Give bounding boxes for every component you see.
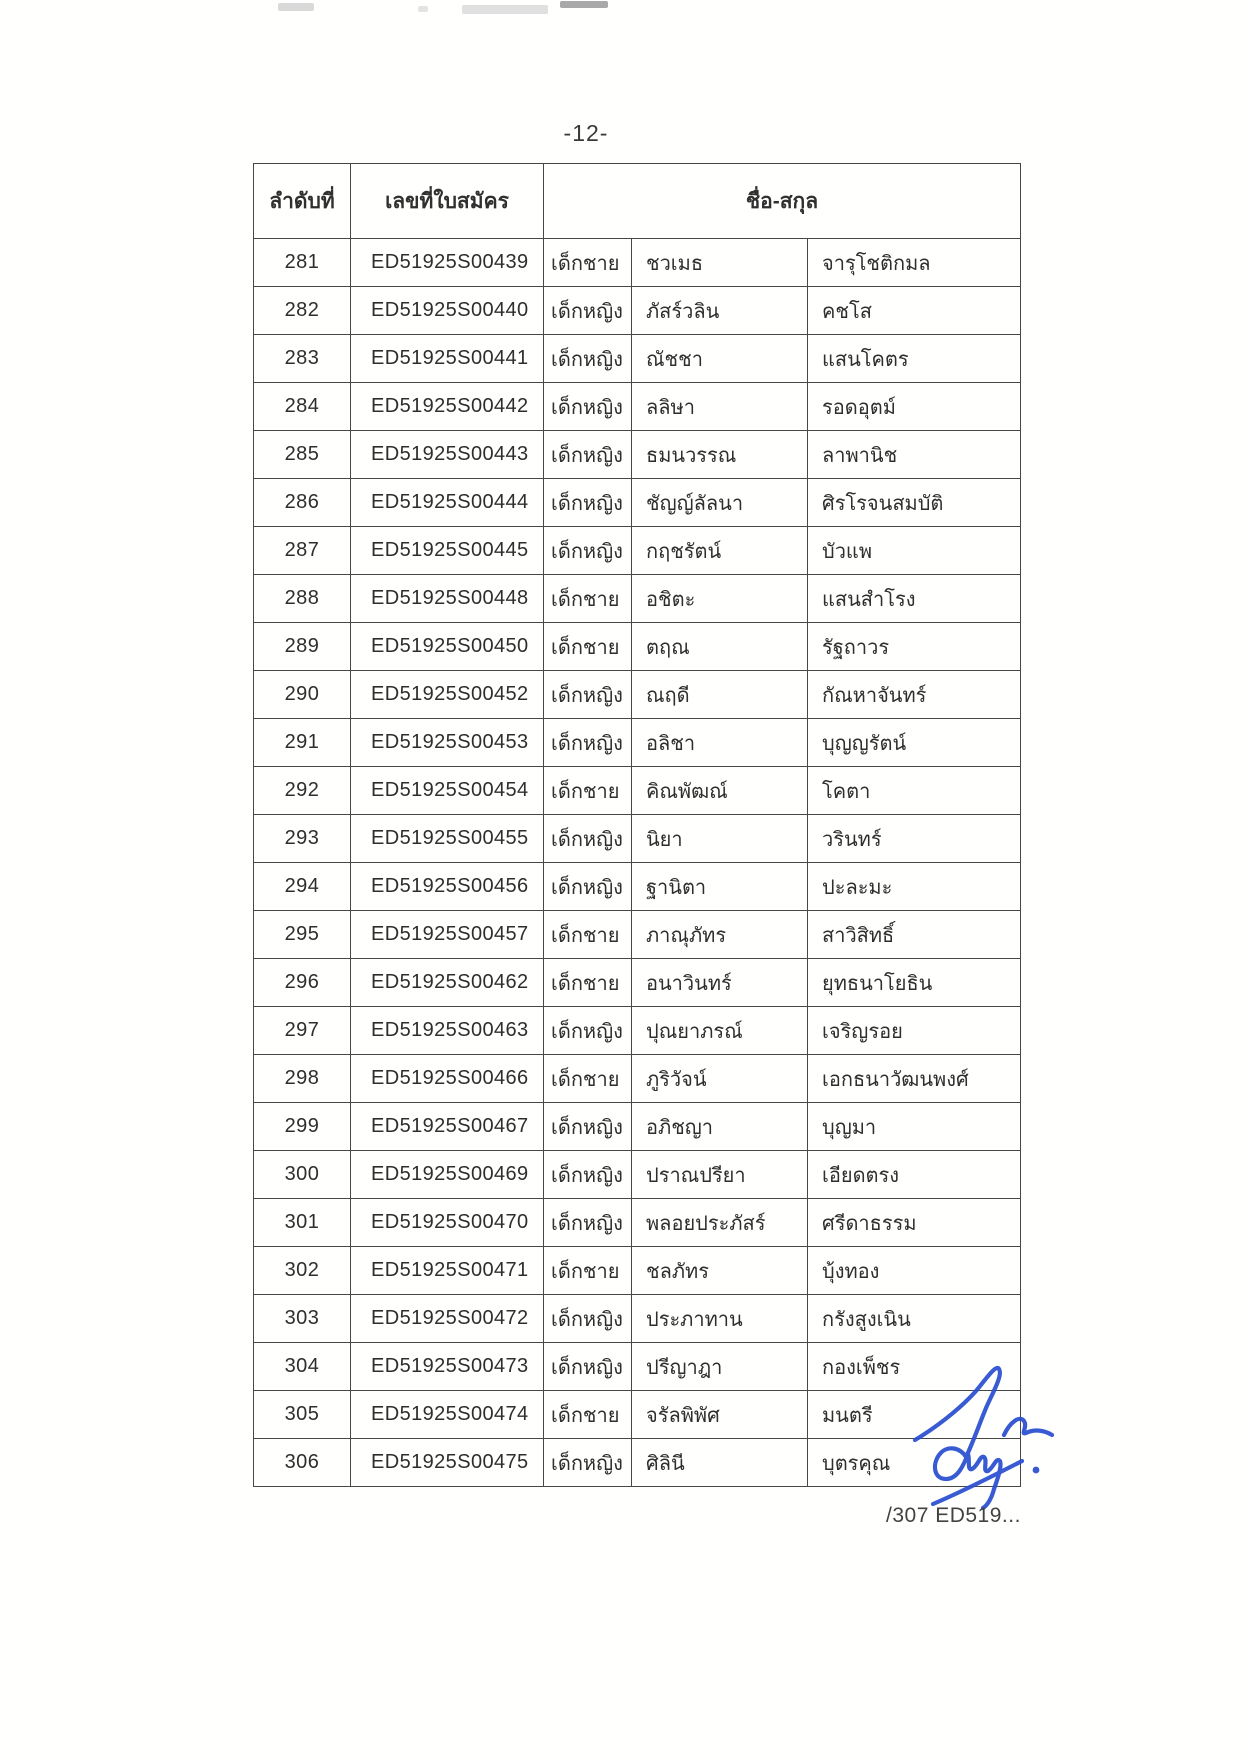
table-row <box>254 1103 1021 1151</box>
order-cell: 285 <box>254 431 351 479</box>
title-cell: เด็กหญิง <box>544 719 632 767</box>
application-number-cell: ED51925S00455 <box>351 815 544 863</box>
first-name-cell: ชลภัทร <box>632 1247 808 1295</box>
title-cell: เด็กหญิง <box>544 671 632 719</box>
header-name-surname: ชื่อ-สกุล <box>544 164 1021 239</box>
application-number-cell: ED51925S00466 <box>351 1055 544 1103</box>
first-name-cell: ภาณุภัทร <box>632 911 808 959</box>
order-cell: 301 <box>254 1199 351 1247</box>
title-cell: เด็กหญิง <box>544 479 632 527</box>
table-row <box>254 335 1021 383</box>
signature-flourish <box>1004 1419 1052 1435</box>
order-cell: 300 <box>254 1151 351 1199</box>
first-name-cell: อชิตะ <box>632 575 808 623</box>
last-name-cell: ลาพานิช <box>808 431 1021 479</box>
order-cell: 306 <box>254 1439 351 1487</box>
title-cell: เด็กชาย <box>544 767 632 815</box>
application-number-cell: ED51925S00442 <box>351 383 544 431</box>
last-name-cell: แสนสำโรง <box>808 575 1021 623</box>
application-number-cell: ED51925S00439 <box>351 239 544 287</box>
last-name-cell: ศิรโรจนสมบัติ <box>808 479 1021 527</box>
application-number-cell: ED51925S00470 <box>351 1199 544 1247</box>
order-cell: 284 <box>254 383 351 431</box>
first-name-cell: ชัญญ์ลัลนา <box>632 479 808 527</box>
last-name-cell: บัวแพ <box>808 527 1021 575</box>
application-number-cell: ED51925S00469 <box>351 1151 544 1199</box>
table-row <box>254 863 1021 911</box>
signature-dot <box>1033 1467 1040 1474</box>
table-row <box>254 383 1021 431</box>
order-cell: 292 <box>254 767 351 815</box>
first-name-cell: ภัสร์วลิน <box>632 287 808 335</box>
application-number-cell: ED51925S00441 <box>351 335 544 383</box>
title-cell: เด็กหญิง <box>544 527 632 575</box>
table-row <box>254 1247 1021 1295</box>
first-name-cell: ณฤดี <box>632 671 808 719</box>
title-cell: เด็กชาย <box>544 959 632 1007</box>
continuation-note: /307 ED519... <box>886 1504 1021 1527</box>
handwritten-signature <box>903 1356 1073 1518</box>
last-name-cell: กองเพ็ชร <box>808 1343 1021 1391</box>
title-cell: เด็กชาย <box>544 575 632 623</box>
first-name-cell: อลิชา <box>632 719 808 767</box>
order-cell: 283 <box>254 335 351 383</box>
first-name-cell: ตฤณ <box>632 623 808 671</box>
application-number-cell: ED51925S00457 <box>351 911 544 959</box>
last-name-cell: บุ้งทอง <box>808 1247 1021 1295</box>
application-number-cell: ED51925S00448 <box>351 575 544 623</box>
last-name-cell: คชโส <box>808 287 1021 335</box>
last-name-cell: เจริญรอย <box>808 1007 1021 1055</box>
order-cell: 281 <box>254 239 351 287</box>
last-name-cell: ศรีดาธรรม <box>808 1199 1021 1247</box>
table-row <box>254 815 1021 863</box>
order-cell: 288 <box>254 575 351 623</box>
order-cell: 291 <box>254 719 351 767</box>
order-cell: 297 <box>254 1007 351 1055</box>
first-name-cell: ชวเมธ <box>632 239 808 287</box>
header-row <box>254 164 1021 239</box>
title-cell: เด็กหญิง <box>544 1439 632 1487</box>
application-number-cell: ED51925S00453 <box>351 719 544 767</box>
title-cell: เด็กหญิง <box>544 1199 632 1247</box>
title-cell: เด็กหญิง <box>544 335 632 383</box>
title-cell: เด็กหญิง <box>544 287 632 335</box>
table-row <box>254 575 1021 623</box>
last-name-cell: ยุทธนาโยธิน <box>808 959 1021 1007</box>
title-cell: เด็กหญิง <box>544 863 632 911</box>
last-name-cell: ปะละมะ <box>808 863 1021 911</box>
order-cell: 305 <box>254 1391 351 1439</box>
first-name-cell: ปราณปรียา <box>632 1151 808 1199</box>
applicants-table <box>253 163 1021 1487</box>
application-number-cell: ED51925S00454 <box>351 767 544 815</box>
table-row <box>254 1055 1021 1103</box>
table-row <box>254 911 1021 959</box>
first-name-cell: กฤชรัตน์ <box>632 527 808 575</box>
title-cell: เด็กชาย <box>544 239 632 287</box>
title-cell: เด็กหญิง <box>544 1103 632 1151</box>
table-row <box>254 1295 1021 1343</box>
first-name-cell: นิยา <box>632 815 808 863</box>
signature-cross-stroke <box>933 1461 1022 1504</box>
title-cell: เด็กหญิง <box>544 1007 632 1055</box>
first-name-cell: ภูริวัจน์ <box>632 1055 808 1103</box>
application-number-cell: ED51925S00471 <box>351 1247 544 1295</box>
table-row <box>254 527 1021 575</box>
last-name-cell: แสนโคตร <box>808 335 1021 383</box>
table-row <box>254 1007 1021 1055</box>
scan-artifact <box>560 1 608 8</box>
last-name-cell: กรังสูงเนิน <box>808 1295 1021 1343</box>
first-name-cell: ฐานิตา <box>632 863 808 911</box>
order-cell: 282 <box>254 287 351 335</box>
table-row <box>254 671 1021 719</box>
title-cell: เด็กหญิง <box>544 1295 632 1343</box>
title-cell: เด็กหญิง <box>544 815 632 863</box>
scan-artifact <box>418 6 428 12</box>
first-name-cell: ประภาทาน <box>632 1295 808 1343</box>
last-name-cell: วรินทร์ <box>808 815 1021 863</box>
first-name-cell: ลลิษา <box>632 383 808 431</box>
last-name-cell: เอียดตรง <box>808 1151 1021 1199</box>
application-number-cell: ED51925S00443 <box>351 431 544 479</box>
table-body <box>254 239 1021 1487</box>
title-cell: เด็กชาย <box>544 1055 632 1103</box>
order-cell: 286 <box>254 479 351 527</box>
first-name-cell: จรัลพิพัศ <box>632 1391 808 1439</box>
title-cell: เด็กหญิง <box>544 383 632 431</box>
header-application-number: เลขที่ใบสมัคร <box>351 164 544 239</box>
first-name-cell: ธมนวรรณ <box>632 431 808 479</box>
first-name-cell: คิณพัฒณ์ <box>632 767 808 815</box>
order-cell: 298 <box>254 1055 351 1103</box>
order-cell: 289 <box>254 623 351 671</box>
table-row <box>254 1199 1021 1247</box>
table-row <box>254 623 1021 671</box>
scan-artifact <box>462 5 548 14</box>
signature-main-stroke <box>915 1368 1001 1508</box>
last-name-cell: บุญญรัตน์ <box>808 719 1021 767</box>
application-number-cell: ED51925S00475 <box>351 1439 544 1487</box>
first-name-cell: พลอยประภัสร์ <box>632 1199 808 1247</box>
table-row <box>254 959 1021 1007</box>
last-name-cell: บุญมา <box>808 1103 1021 1151</box>
header-order: ลำดับที่ <box>254 164 351 239</box>
table-row <box>254 719 1021 767</box>
last-name-cell: สาวิสิทธิ์ <box>808 911 1021 959</box>
table-row <box>254 287 1021 335</box>
title-cell: เด็กหญิง <box>544 1343 632 1391</box>
scan-artifact <box>278 3 314 11</box>
order-cell: 295 <box>254 911 351 959</box>
last-name-cell: เอกธนาวัฒนพงศ์ <box>808 1055 1021 1103</box>
title-cell: เด็กชาย <box>544 1247 632 1295</box>
table-row <box>254 239 1021 287</box>
title-cell: เด็กชาย <box>544 1391 632 1439</box>
table-row <box>254 767 1021 815</box>
first-name-cell: ปุณยาภรณ์ <box>632 1007 808 1055</box>
title-cell: เด็กหญิง <box>544 431 632 479</box>
last-name-cell: กัณหาจันทร์ <box>808 671 1021 719</box>
application-number-cell: ED51925S00445 <box>351 527 544 575</box>
application-number-cell: ED51925S00456 <box>351 863 544 911</box>
title-cell: เด็กชาย <box>544 911 632 959</box>
table-header <box>254 164 1021 239</box>
order-cell: 293 <box>254 815 351 863</box>
application-number-cell: ED51925S00440 <box>351 287 544 335</box>
order-cell: 304 <box>254 1343 351 1391</box>
application-number-cell: ED51925S00467 <box>351 1103 544 1151</box>
first-name-cell: ณัชชา <box>632 335 808 383</box>
application-number-cell: ED51925S00463 <box>351 1007 544 1055</box>
order-cell: 287 <box>254 527 351 575</box>
last-name-cell: บุตรคุณ <box>808 1439 1021 1487</box>
application-number-cell: ED51925S00462 <box>351 959 544 1007</box>
last-name-cell: รัฐถาวร <box>808 623 1021 671</box>
first-name-cell: อนาวินทร์ <box>632 959 808 1007</box>
last-name-cell: มนตรี <box>808 1391 1021 1439</box>
table-row <box>254 1151 1021 1199</box>
order-cell: 299 <box>254 1103 351 1151</box>
table-row <box>254 431 1021 479</box>
order-cell: 296 <box>254 959 351 1007</box>
application-number-cell: ED51925S00474 <box>351 1391 544 1439</box>
first-name-cell: ศิลินี <box>632 1439 808 1487</box>
last-name-cell: โคตา <box>808 767 1021 815</box>
title-cell: เด็กหญิง <box>544 1151 632 1199</box>
application-number-cell: ED51925S00472 <box>351 1295 544 1343</box>
first-name-cell: อภิชญา <box>632 1103 808 1151</box>
order-cell: 302 <box>254 1247 351 1295</box>
order-cell: 294 <box>254 863 351 911</box>
title-cell: เด็กชาย <box>544 623 632 671</box>
table-row <box>254 479 1021 527</box>
last-name-cell: จารุโชติกมล <box>808 239 1021 287</box>
application-number-cell: ED51925S00444 <box>351 479 544 527</box>
last-name-cell: รอดอุตม์ <box>808 383 1021 431</box>
order-cell: 290 <box>254 671 351 719</box>
order-cell: 303 <box>254 1295 351 1343</box>
application-number-cell: ED51925S00452 <box>351 671 544 719</box>
application-number-cell: ED51925S00473 <box>351 1343 544 1391</box>
application-number-cell: ED51925S00450 <box>351 623 544 671</box>
page-number: -12- <box>563 120 609 146</box>
first-name-cell: ปรีญาฎา <box>632 1343 808 1391</box>
